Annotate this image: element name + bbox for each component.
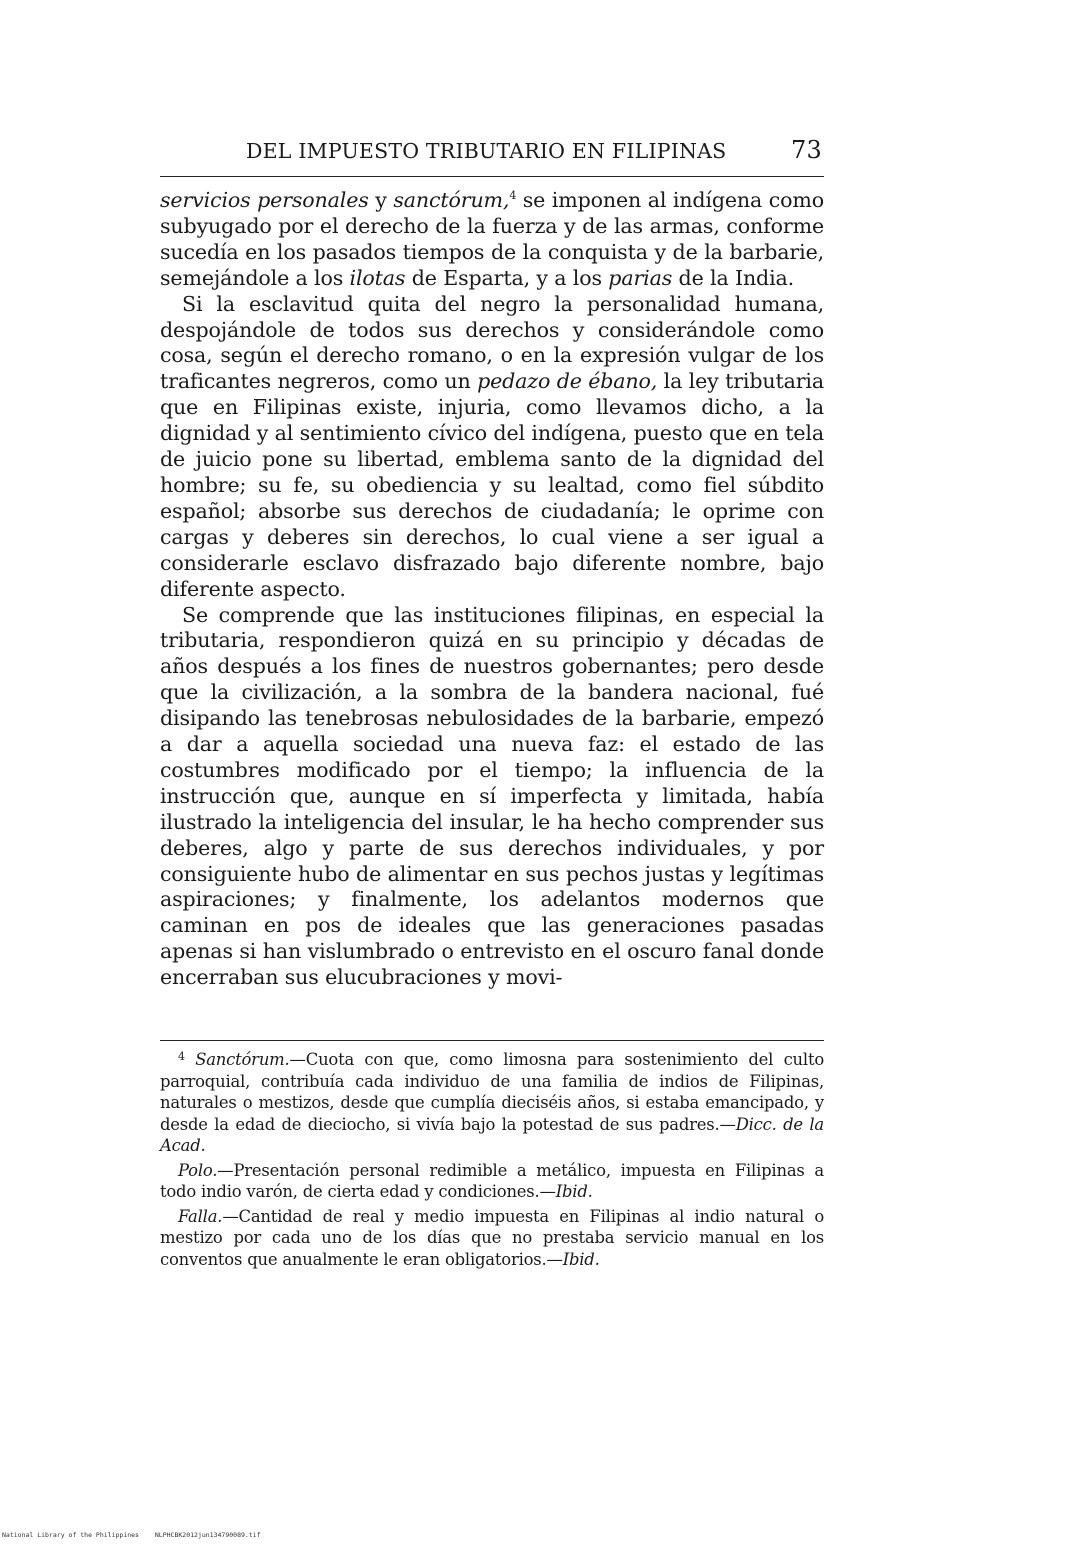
paragraph-2: [160, 292, 824, 603]
library-stamp: [2, 1531, 273, 1539]
paragraph-3: Se comprende que las instituciones filipinas, en especial la tributaria, respondieron quizá en su principio y décadas de años después a los fines de nuestros gobernantes; pero desde que la civilización, a la sombra de la bandera nacional, fué disipando las tenebrosas nebulosidades de la barbarie, empezó a dar a aquella sociedad una nueva faz: el estado de las costumbres modificado por el tiempo; la influencia de la instrucción que, aunque en sí imperfecta y limitada, había ilustrado la inteligencia del insular, le ha hecho comprender sus deberes, algo y parte de sus derechos individuales, y por consiguiente hubo de alimentar en sus pechos justas y legítimas aspiraciones; y finalmente, los adelantos modernos que caminan en pos de ideales que las generaciones pasadas apenas si han vislumbrado o entrevisto en el oscuro fanal donde encerraban sus elucubraciones y movi-: [160, 602, 824, 990]
footnote-source: Dicc. de la Acad.: [160, 1114, 824, 1155]
header-rule: [160, 176, 824, 177]
footnote-polo: [160, 1160, 824, 1203]
italic-term-sanctorum: sanctórum,: [393, 188, 510, 212]
italic-term-ilotas: ilotas: [349, 265, 406, 290]
text-run: la ley tributaria que en Filipinas existe, injuria, como llevamos dicho, a la dignidad y al sentimiento cívico del indígena, puesto que en tela de juicio pone su libertad, emblema santo de la dignidad del hombre; su fe, su obediencia y su lealtad, como fiel súbdito español; absorbe sus derechos de ciudadanía; le oprime con cargas y deberes sin derechos, lo cual viene a ser igual a considerarle esclavo disfrazado bajo diferente nombre, bajo diferente aspecto.: [160, 369, 824, 601]
text-run: se imponen al indígena como subyugado por el derecho de la fuerza y de las armas, conforme sucedía en los pasados tiempos de la conquista y de la barbarie, semejándole a los: [160, 188, 824, 290]
footnote-term: Polo.: [178, 1160, 218, 1180]
italic-term-pedazo-de-ebano: pedazo de ébano,: [477, 369, 658, 394]
footnotes: [160, 1046, 824, 1270]
italic-term-parias: parias: [608, 265, 673, 290]
footnote-ref-4: 4: [509, 189, 517, 203]
footnote-text: —Presentación personal redimible a metálico, impuesta en Filipinas a todo indio varón, de cierta edad y condiciones.—: [160, 1160, 824, 1201]
running-header: [160, 136, 828, 164]
page-number: 73: [791, 136, 822, 164]
footnote-text: —Cantidad de real y medio impuesta en Filipinas al indio natural o mestizo por cada uno de los días que no prestaba servicio manual en los conventos que anualmente le eran obligatorios.—: [160, 1206, 824, 1269]
footnote-sanctorum: [160, 1046, 824, 1157]
text-run: y: [368, 188, 394, 212]
footnote-term: Sanctórum.: [195, 1050, 290, 1069]
text-run: de la India.: [672, 265, 795, 290]
stamp-library-name: National Library of the Philippines: [2, 1531, 139, 1539]
paragraph-1: [160, 188, 824, 292]
body-text: [160, 188, 824, 991]
footnote-term: Falla.: [178, 1206, 223, 1226]
footnote-source: Ibid.: [562, 1249, 600, 1269]
footnote-text: —Cuota con que, como limosna para sostenimiento del culto parroquial, contribuía cada individuo de una familia de indios de Filipinas, naturales o mestizos, desde que cumplía dieciséis años, si estaba emancipado, y desde la edad de dieciocho, si vivía bajo la potestad de sus padres.—: [160, 1050, 824, 1134]
footnote-rule: [160, 1040, 824, 1041]
stamp-file-id: NLPHCBK2012jun134790089.tif: [154, 1531, 261, 1539]
italic-term-servicios: servicios personales: [160, 188, 369, 212]
running-title: DEL IMPUESTO TRIBUTARIO EN FILIPINAS: [246, 139, 727, 163]
text-run: de Esparta, y a los: [405, 265, 609, 290]
text-run: Si la esclavitud quita del negro la personalidad humana, despojándole de todos sus derechos y considerándole como cosa, según el derecho romano, o en la expresión vulgar de los traficantes negreros, como un: [160, 291, 824, 394]
footnote-falla: [160, 1206, 824, 1271]
footnote-source: Ibid.: [555, 1182, 593, 1201]
footnote-number: 4: [178, 1050, 185, 1063]
